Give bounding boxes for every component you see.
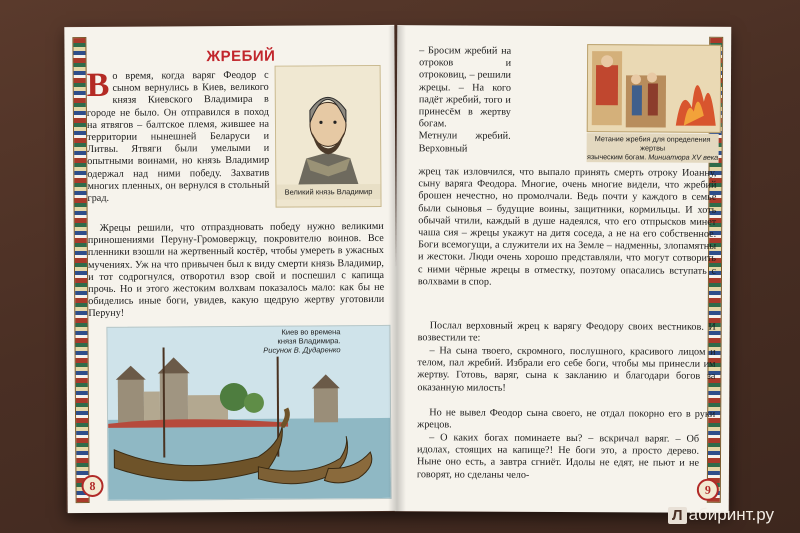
paragraph-intro: Во время, когда варяг Феодор с сыном вернулись в Киев, великого князя Киевского Владимира в городе не было. Он отправился в поход на ятвягов – балтское племя, жившее на территории нынешней Беларуси и Литвы. Ятвяги были умелыми и опытными воинами, но князь Владимир одержал над ними победу. Захватив многих пленных, он вернулся в стольный град. bbox=[86, 66, 270, 205]
miniature-caption: Метание жребия для определения жертвы языческим богам. Миниатюра XV века bbox=[586, 134, 719, 162]
book-spine bbox=[388, 26, 406, 512]
watermark-text: абиринт.ру bbox=[688, 505, 774, 524]
kiev-illustration-caption: Киев во времена князя Владимира. Рисунок В. Дударенко bbox=[263, 327, 341, 355]
paragraph-priest: жрец так изловчился, что выпало принять смерть отроку Иоанну, сыну варяга Феодора. Многие, очень многие видели, что жребий брошен нечестно, но промолчали. Ведь почти у каждого в семье были сыновья – будущие воины, защитники, кормильцы. И хоть обычай чтили, каждый в душе надеялся, что его отпрысков минет чаша сия – жрецы укажут на дитя соседа, а не на его собственное. Боги всемогущи, а служители их на Земле – надменны, злопамятны и жестоки. Люди очень хорошо представляли, что могут сотворить с ними чёрные жрецы в отместку, поэтому опасались вступать с волхвами в спор. bbox=[417, 166, 717, 288]
miniature-illustration bbox=[587, 44, 721, 133]
paragraph-reply: – О каких богах поминаете вы? – вскричал варяг. – Об идолах, стоящих на капище?! Не боги это, а просто дерево. Ныне оно есть, а завтра сгниёт. Идолы не едят, не пьют и не говорят, но сделаны чело- bbox=[416, 432, 700, 481]
page-number-right: 9 bbox=[697, 479, 719, 501]
drop-cap: В bbox=[86, 66, 110, 105]
left-page bbox=[64, 25, 397, 513]
open-book bbox=[66, 26, 730, 512]
page-number-left: 8 bbox=[81, 475, 103, 497]
paragraph-speech: – На сына твоего, скромного, послушного, красивого лицом и телом, пал жребий. Избрали его себе боги, чтобы мы принесли им жертву. Готовь, варяг, сына к закланию и благодари богов за оказанную милость! bbox=[417, 345, 716, 394]
right-page bbox=[395, 25, 732, 513]
paragraph-refuse: Но не вывел Феодор сына своего, не отдал покорно его в руки жрецов. bbox=[417, 407, 716, 431]
paragraph-sacrifice: Жрецы решили, что отпраздновать победу нужно великими приношениями Перуну-Громовержцу, покровителю воинов. Все пленники взошли на жертвенный костёр, чтобы умереть в ужасных мучениях. Уж на что привычен был к виду смерти князь Владимир, и тот содрогнулся, отворотил взор свой и поспешил с капища прочь. Но и этого жестоким волхвам показалось мало: как бы не обиделись иные боги, увидев, какую щедрую жертву уготовили Перуну! bbox=[87, 220, 385, 320]
watermark bbox=[668, 505, 774, 525]
portrait-caption: Великий князь Владимир bbox=[276, 184, 380, 200]
watermark-logo: Л bbox=[668, 507, 687, 524]
chapter-title: ЖРЕБИЙ bbox=[206, 47, 276, 66]
paragraph-envoy: Послал верховный жрец к варягу Феодору своих вестников. И возвестили те: bbox=[417, 320, 716, 344]
portrait-illustration bbox=[275, 65, 382, 208]
paragraph-lot: – Бросим жребий на отроков и отроковиц, – решили жрецы. – На кого падёт жребий, того и принесём в жертву богам. Метнули жребий. Верховный bbox=[418, 45, 512, 155]
